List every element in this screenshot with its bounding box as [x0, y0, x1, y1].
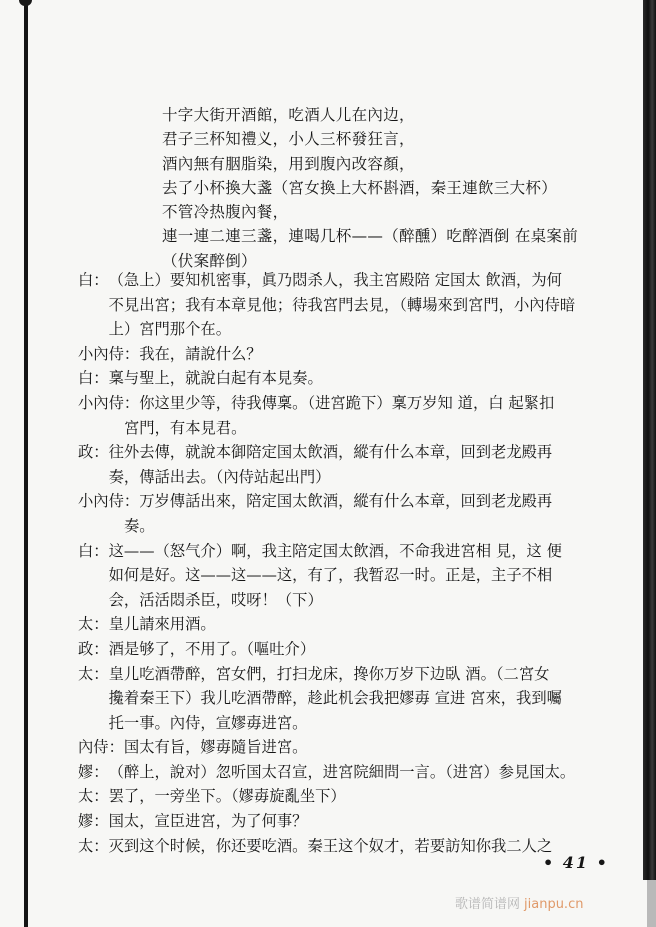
- speech-text: [109, 760, 634, 785]
- speech-continuation: [78, 514, 634, 539]
- speech-text: [139, 489, 634, 514]
- speech-line: 你这里少等，待我傳稟。（进宮跪下）稟万岁知 道，白 起緊扣: [139, 393, 555, 412]
- speech-eunuch: [78, 342, 634, 367]
- speech-bai: [78, 268, 634, 342]
- lyric-line: 酒內無有胭脂染，用到腹內改容顏，: [162, 154, 415, 173]
- page-number: • 41 •: [543, 853, 609, 872]
- speech-line: 奏。: [124, 516, 155, 535]
- speech-text: [124, 514, 634, 539]
- speech-line: （急上）要知机密事，眞乃悶杀人，我主宮殿陪 定国太 飲酒，为何: [108, 271, 562, 289]
- speech-text: [109, 612, 634, 637]
- speech-text: [139, 342, 634, 367]
- speaker-label: 嫪：: [78, 812, 109, 831]
- speech-text: [109, 809, 634, 834]
- lyric-line: 不管冷热腹內餐，: [162, 203, 289, 222]
- lyric-line: 連一連二連三盞，連喝几杯——（醉醺）吃醉酒倒 在桌案前: [162, 227, 579, 246]
- speech-line: 我在，請說什么？: [139, 344, 262, 363]
- speech-tai: [78, 784, 634, 809]
- lyric-line: 去了小杯換大盞（宮女換上大杯斟酒，秦王連飲三大杯）: [162, 178, 558, 197]
- speech-text: [109, 784, 634, 809]
- lyrics-block: [162, 103, 642, 273]
- speech-line: 国太，宣臣进宮，为了何事？: [108, 812, 308, 831]
- speech-bai: [78, 366, 634, 391]
- scan-border-right-fade: [647, 880, 656, 927]
- speaker-label: 小內侍：: [78, 492, 140, 511]
- speech-line: 酒是够了，不用了。（嘔吐介）: [108, 639, 316, 658]
- speech-line: 这——（怒气介）啊，我主陪定国太飲酒，不命我进宮相 見，这 便: [108, 541, 562, 560]
- speech-text: [109, 539, 634, 613]
- speech-line: 稟与聖上，就說白起有本見奏。: [108, 369, 323, 388]
- speaker-label: 太：: [78, 664, 109, 683]
- speech-line: 奏，傳話出去。（內侍站起出門）: [108, 467, 331, 486]
- speech-line: 皇儿請來用酒。: [108, 615, 216, 634]
- speech-line: 上）宮門那个在。: [108, 320, 231, 339]
- lyric-line: 君子三杯知禮义，小人三杯發狂言，: [162, 130, 415, 149]
- speech-tai: [78, 662, 634, 736]
- lyric-line: 十字大街开酒館，吃酒人儿在內边，: [162, 106, 415, 124]
- speech-text: [109, 637, 634, 662]
- speech-zheng: [78, 440, 634, 489]
- speech-line: 皇儿吃酒帶醉，宮女們，打扫龙床，搀你万岁下边臥 酒。（二宮女: [108, 664, 550, 683]
- lyric-line: （伏案醉倒）: [162, 251, 257, 270]
- speech-line: 万岁傳話出來，陪定国太飲酒，縱有什么本章，回到老龙殿再: [139, 492, 553, 511]
- speaker-label: 小內侍：: [78, 344, 140, 363]
- speech-eunuch: [78, 489, 634, 514]
- speech-zheng: [78, 637, 634, 662]
- speech-text: [109, 662, 634, 736]
- speech-text: [109, 366, 634, 391]
- speech-line: 攙着秦王下）我儿吃酒帶醉，趁此机会我把嫪毐 宣进 宮來，我到囑: [108, 689, 562, 708]
- speech-eunuch: [78, 735, 634, 760]
- speaker-label: 內侍：: [78, 738, 124, 757]
- speech-tai: [78, 612, 634, 637]
- speaker-label: 政：: [78, 639, 109, 658]
- speech-bai: [78, 539, 634, 613]
- speaker-label: 嫪：: [78, 762, 109, 781]
- watermark: [455, 893, 583, 912]
- speaker-label: 政：: [78, 443, 109, 462]
- speaker-label: 太：: [78, 836, 109, 855]
- speaker-label: 白：: [78, 541, 109, 560]
- speech-text: [109, 268, 634, 342]
- scan-border-right: [643, 0, 656, 880]
- speech-text: [109, 440, 634, 489]
- speaker-label: 太：: [78, 787, 109, 806]
- watermark-domain: jianpu.cn: [524, 897, 584, 912]
- speaker-label: 白：: [78, 369, 109, 388]
- binding-edge-mark: [19, 0, 32, 6]
- watermark-site-name: 歌谱简谱网: [455, 897, 521, 912]
- speech-line: 不見出宮；我有本章見他；待我宮門去見，（轉場來到宮門，小內侍暗: [108, 295, 576, 314]
- speech-text: [124, 735, 634, 760]
- speaker-label: 太：: [78, 615, 109, 634]
- speech-line: 罢了，一旁坐下。（嫪毐旋亂坐下）: [108, 787, 346, 806]
- speech-line: 托一事。內侍，宣嫪毐进宮。: [108, 713, 308, 732]
- speaker-label: 白：: [78, 271, 109, 289]
- speech-lao: [78, 760, 634, 785]
- speech-line: 宮門，有本見君。: [124, 418, 247, 437]
- speech-lao: [78, 809, 634, 834]
- speech-line: 国太有旨，嫪毐隨旨进宮。: [123, 738, 308, 757]
- speech-text: [139, 391, 634, 416]
- dialogue-block: [78, 268, 634, 858]
- speech-line: 灭到这个时候，你还要吃酒。秦王这个奴才，若要訪知你我二人之: [108, 836, 553, 855]
- speech-line: 往外去傳，就說本御陪定国太飲酒，縱有什么本章，回到老龙殿再: [108, 443, 553, 462]
- speech-eunuch: [78, 391, 634, 416]
- speech-continuation: [78, 416, 634, 441]
- binding-edge-line: [24, 0, 28, 927]
- speech-line: 如何是好。这——这——这，有了，我暂忍一时。正是，主子不相: [108, 566, 553, 585]
- speaker-label: 小內侍：: [78, 393, 140, 412]
- speech-line: 会，活活悶杀臣，哎呀！（下）: [108, 590, 323, 609]
- speech-text: [124, 416, 634, 441]
- speech-line: （醉上，說对）忽听国太召宣，进宮院細問一言。（进宮）参見国太。: [108, 762, 576, 781]
